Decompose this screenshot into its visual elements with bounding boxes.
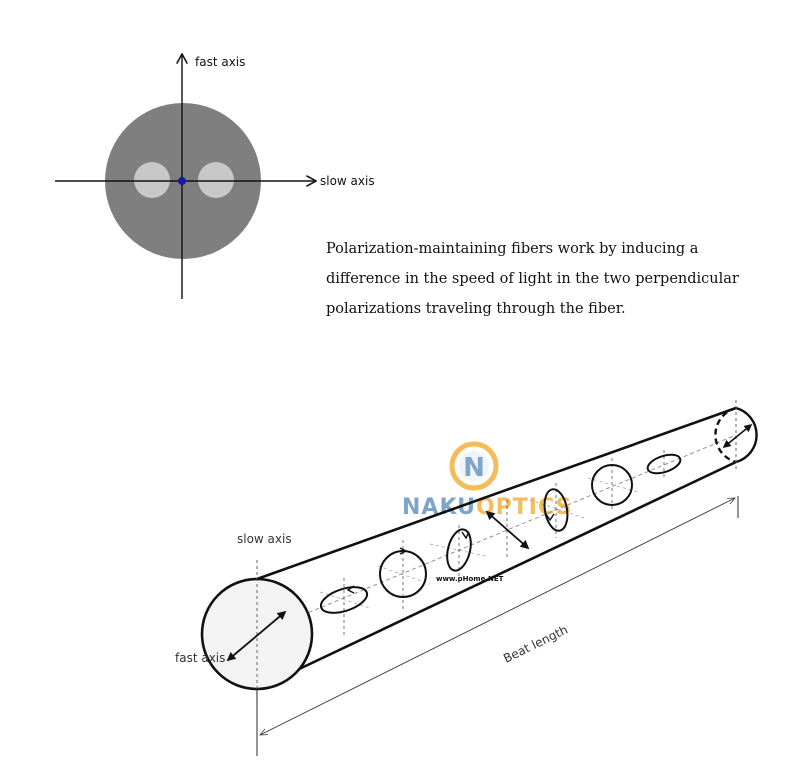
logo-letter: N	[463, 453, 485, 483]
slow-axis-label: slow axis	[320, 174, 375, 188]
fiber-core	[178, 177, 186, 185]
beat-length-dimension	[260, 498, 735, 735]
tube-top-edge	[257, 408, 736, 579]
tube-slow-axis-label: slow axis	[237, 532, 292, 546]
far-end-back-arc	[715, 408, 736, 462]
logo-text-part1: NAKU	[402, 495, 476, 520]
logo-text-part2: OPTICS	[475, 495, 573, 520]
fast-axis-label: fast axis	[195, 55, 246, 69]
watermark-logo	[402, 444, 572, 520]
far-end-polarization-arrow	[724, 425, 751, 447]
guide-dash	[320, 592, 370, 608]
stress-rod-left	[134, 162, 170, 198]
site-watermark-text: www.pHome.NET	[436, 575, 504, 583]
beat-length-label: Beat length	[501, 622, 571, 666]
guide-dash	[430, 544, 486, 556]
description-caption	[326, 234, 746, 324]
rotation-arrow-icon	[462, 532, 469, 538]
stress-rod-right	[198, 162, 234, 198]
caption-line-3: polarizations traveling through the fiber.	[326, 301, 626, 317]
caption-line-2: difference in the speed of light in the two perpendicular	[326, 271, 739, 287]
caption-line-1: Polarization-maintaining fibers work by inducing a	[326, 241, 699, 257]
polarization-states	[318, 450, 683, 636]
tube-fast-axis-label: fast axis	[175, 651, 226, 665]
guide-dash	[378, 566, 430, 584]
